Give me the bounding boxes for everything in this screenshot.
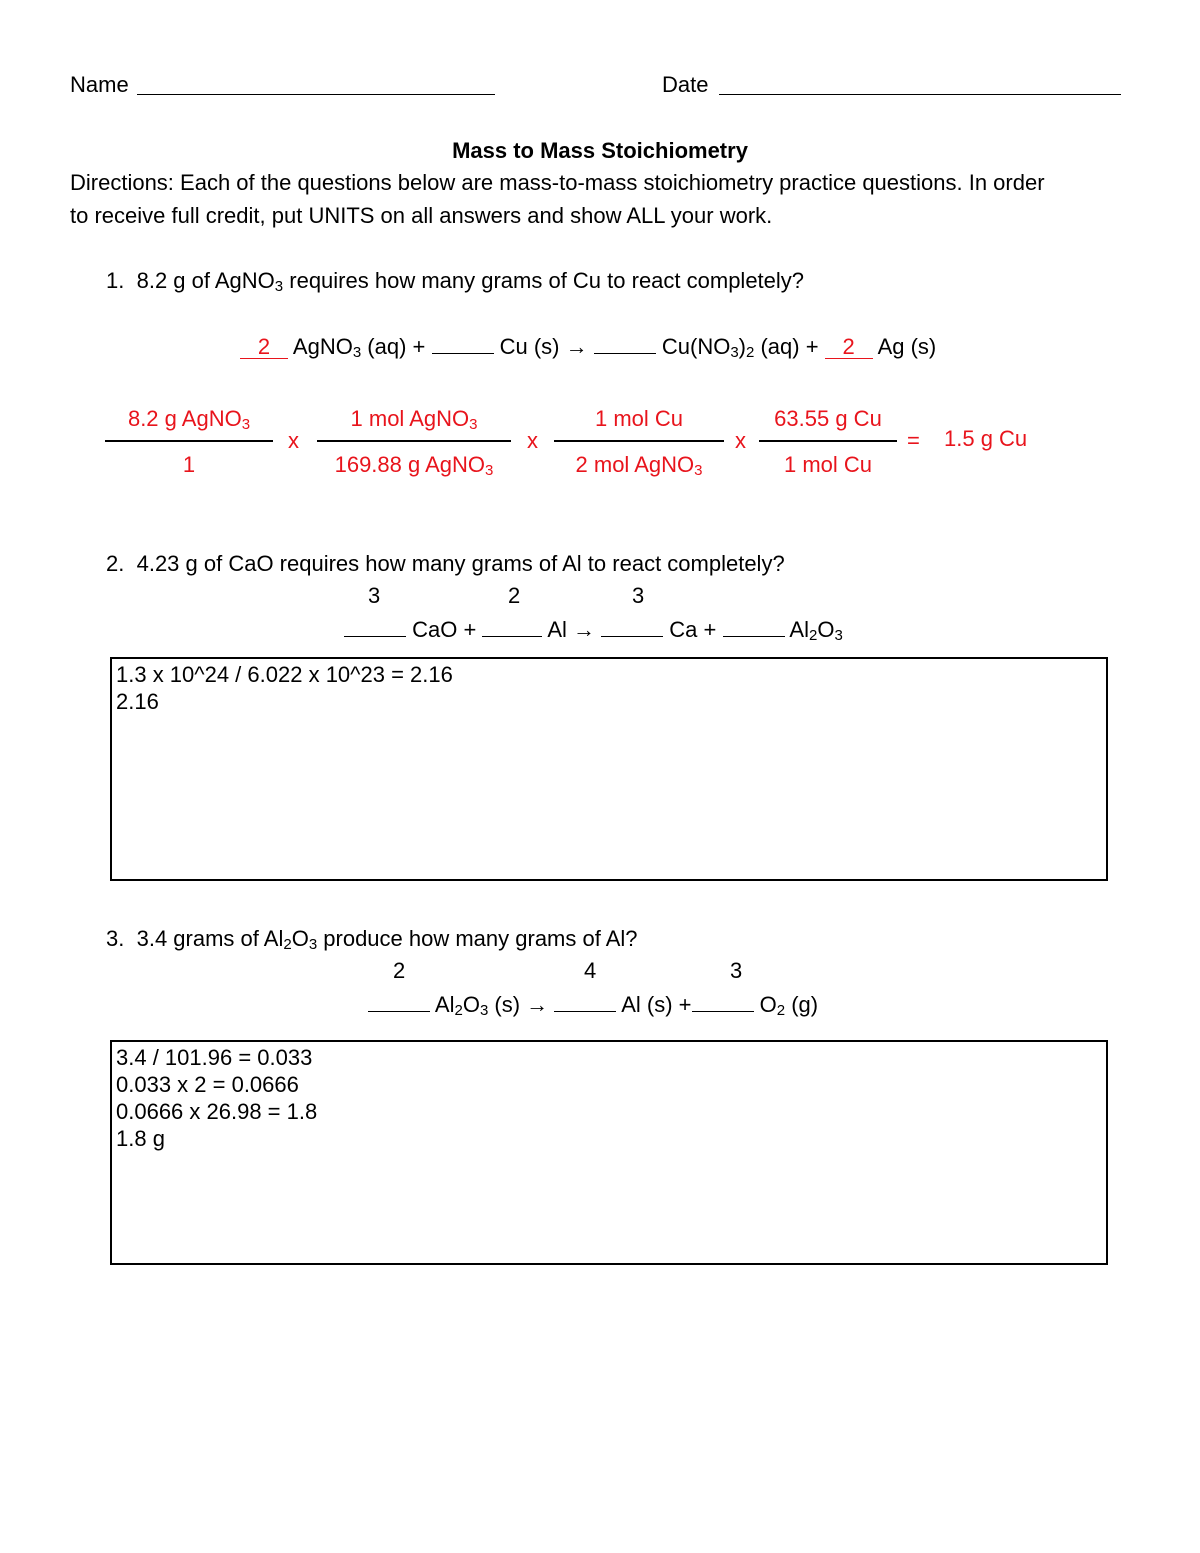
equation-2: CaO + $Al \to Ca + Al_2O_3$	[344, 618, 843, 641]
coefficient-answer: 2	[508, 583, 521, 608]
coefficient-blank[interactable]	[482, 618, 542, 637]
work-box-q3[interactable]	[110, 1040, 1108, 1265]
conversion-factor: 1 mol Cu 2 mol AgNO$_3$	[554, 408, 724, 476]
coefficient-blank[interactable]	[554, 993, 616, 1012]
coefficient-blank[interactable]	[344, 618, 406, 637]
coefficient-blank[interactable]	[723, 618, 785, 637]
coefficient-blank[interactable]: 2	[825, 336, 873, 359]
equation-3: $Al_2O_3$ (s) → Al $(s) + O_2$ (g)	[368, 993, 818, 1016]
coefficient-blank[interactable]: 2	[240, 336, 288, 359]
conversion-factor: 1 mol AgNO$_3$ 169.88 g AgNO$_3$	[317, 408, 511, 476]
coefficient-blank[interactable]	[368, 993, 430, 1012]
work-line: 0.0666 x 26.98 = 1.8	[116, 1099, 318, 1124]
multiply-sign: x	[288, 428, 299, 453]
equation-1: 2 AgNO$_3$ (aq) + Cu $(s) \to Cu(NO_3)_2$ (aq) + 2 Ag (s)	[240, 335, 936, 359]
conversion-factor: 63.55 g Cu 1 mol Cu	[759, 408, 897, 476]
multiply-sign: x	[527, 428, 538, 453]
work-line: 2.16	[116, 689, 159, 714]
equals-sign: =	[907, 428, 920, 453]
work-line: 3.4 / 101.96 = 0.033	[116, 1045, 313, 1070]
page-title: Mass to Mass Stoichiometry	[452, 138, 748, 163]
conversion-factor: 8.2 g AgNO$_3$ 1	[105, 408, 273, 476]
name-label: Name	[70, 72, 129, 97]
q1-answer: 1.5 g Cu	[944, 426, 1028, 451]
question-2: 2. 4.23 g of CaO requires how many grams of Al to react completely?	[106, 551, 785, 576]
name-field[interactable]	[137, 94, 495, 95]
directions-line-2: to receive full credit, put UNITS on all answers and show ALL your work.	[70, 203, 773, 228]
question-number: 1.	[106, 268, 125, 293]
work-box-q2[interactable]	[110, 657, 1108, 881]
coefficient-blank[interactable]	[432, 335, 494, 354]
coefficient-answer: 3	[730, 958, 743, 983]
directions-line-1: Directions: Each of the questions below are mass-to-mass stoichiometry practice questions. In order	[70, 170, 1045, 195]
coefficient-answer: 4	[584, 958, 597, 983]
coefficient-answer: 3	[368, 583, 381, 608]
coefficient-answer: 3	[632, 583, 645, 608]
coefficient-blank[interactable]	[601, 618, 663, 637]
question-number: 3.	[106, 926, 125, 951]
date-label: Date	[662, 72, 709, 97]
multiply-sign: x	[735, 428, 746, 453]
coefficient-blank[interactable]	[692, 993, 754, 1012]
question-1: 1. 8.2 g of AgNO$_3$ requires how many grams of Cu to react completely?	[106, 268, 805, 295]
work-line: 1.3 x 10^24 / 6.022 x 10^23 = 2.16	[116, 662, 453, 687]
question-number: 2.	[106, 551, 125, 576]
work-line: 0.033 x 2 = 0.0666	[116, 1072, 299, 1097]
coefficient-answer: 2	[393, 958, 406, 983]
work-line: 1.8 g	[116, 1126, 165, 1151]
coefficient-blank[interactable]	[594, 335, 656, 354]
question-3: 3. 3.4 grams of $Al_2O_3$ produce how many grams of Al?	[106, 926, 638, 953]
date-field[interactable]	[719, 94, 1121, 95]
